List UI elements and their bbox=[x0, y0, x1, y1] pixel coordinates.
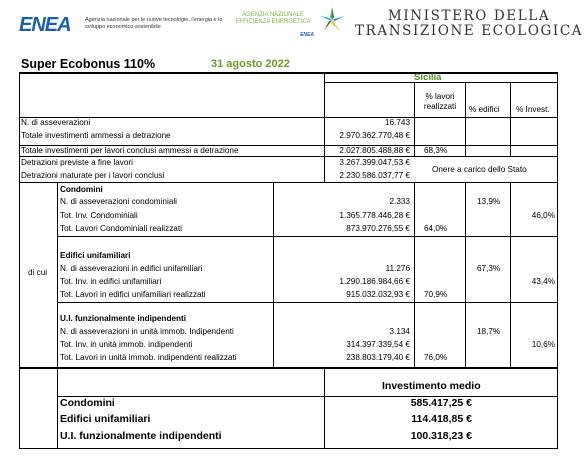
group-lavori-pct: 70,9% bbox=[424, 290, 448, 299]
investimento-value: 585.417,25 € bbox=[410, 397, 472, 409]
group-row-value: 915.032.032,93 € bbox=[346, 290, 410, 299]
group-title: U.I. funzionalmente indipendenti bbox=[60, 314, 186, 323]
group-lavori-pct: 76,0% bbox=[424, 353, 448, 362]
agency-logo bbox=[232, 12, 314, 38]
summary-label: N. di asseverazioni bbox=[21, 118, 91, 127]
investimento-label: U.I. funzionalmente indipendenti bbox=[60, 430, 222, 442]
investimento-value: 100.318,23 € bbox=[410, 430, 472, 442]
group-row-value: 3.134 bbox=[389, 327, 410, 336]
investimento-medio-header: Investimento medio bbox=[382, 380, 481, 392]
group-row-label: Tot. Lavori in edifici unifamiliari realizzati bbox=[60, 290, 206, 299]
group-row-label: N. di asseverazioni condominiali bbox=[60, 197, 177, 206]
group-row-label: Tot. Inv. in unità immob. indipendenti bbox=[60, 340, 193, 349]
summary-value: 2.970.362.770,48 € bbox=[339, 131, 410, 140]
ministry-line-1: MINISTERO DELLA bbox=[387, 8, 551, 24]
enea-logo: ENEA bbox=[19, 14, 71, 36]
group-row-value: 2.333 bbox=[389, 197, 410, 206]
col-lavori-header bbox=[416, 92, 464, 112]
col-lavori-line-1: % lavori bbox=[425, 92, 455, 101]
page-title: Super Ecobonus 110% bbox=[21, 57, 156, 71]
summary-label: Totale investimenti ammessi a detrazione bbox=[21, 131, 171, 140]
group-row-label: Tot. Inv. Condominiali bbox=[60, 211, 138, 220]
onere-label: Onere a carico dello Stato bbox=[432, 165, 527, 174]
summary-value: 2.027.805.488,88 € bbox=[339, 146, 410, 155]
investimento-label: Edifici unifamiliari bbox=[60, 413, 151, 425]
group-title: Edifici unifamiliari bbox=[60, 251, 131, 260]
summary-pct: 68,3% bbox=[424, 146, 448, 155]
summary-label: Totale investimenti per lavori conclusi ammessi a detrazione bbox=[21, 146, 239, 155]
summary-value: 16.743 bbox=[384, 118, 410, 127]
region-header: Sicilia bbox=[414, 72, 442, 83]
col-lavori-line-2: realizzati bbox=[423, 102, 457, 111]
di-cui-label: di cui bbox=[28, 268, 48, 277]
group-lavori-pct: 64,0% bbox=[424, 224, 448, 233]
ministry-line-2: TRANSIZIONE ECOLOGICA bbox=[355, 23, 584, 39]
group-edifici-pct: 67,3% bbox=[477, 264, 501, 273]
group-invest-pct: 10,6% bbox=[531, 340, 555, 349]
group-row-value: 1.365.778.446,28 € bbox=[339, 211, 410, 220]
investimento-label: Condomini bbox=[60, 397, 115, 409]
group-invest-pct: 43,4% bbox=[531, 277, 555, 286]
group-row-value: 1.290.186.984,66 € bbox=[339, 277, 410, 286]
group-row-label: Tot. Lavori in unità immob. indipendenti realizzati bbox=[60, 353, 237, 362]
report-date: 31 agosto 2022 bbox=[211, 58, 290, 70]
ministry-name bbox=[355, 9, 583, 39]
group-edifici-pct: 13,9% bbox=[477, 197, 501, 206]
group-edifici-pct: 18,7% bbox=[477, 327, 501, 336]
group-row-value: 11.276 bbox=[385, 264, 410, 273]
investimento-value: 114.418,85 € bbox=[411, 413, 472, 425]
group-invest-pct: 46,0% bbox=[531, 211, 555, 220]
ministry-star-icon bbox=[318, 6, 346, 34]
summary-label: Detrazioni maturate per i lavori conclusi bbox=[21, 171, 165, 180]
group-row-label: N. di asseverazioni in unità immob. Indipendenti bbox=[60, 327, 234, 336]
group-row-label: Tot. Lavori Condominiali realizzati bbox=[60, 224, 182, 233]
group-row-value: 314.397.339,54 € bbox=[346, 340, 410, 349]
summary-value: 3.267.399.047,53 € bbox=[339, 158, 410, 167]
summary-label: Detrazioni previste a fine lavori bbox=[21, 158, 133, 167]
summary-value: 2.230.586.037,77 € bbox=[339, 171, 410, 180]
col-invest-header: % Invest. bbox=[516, 105, 550, 114]
group-row-value: 238.803.179,40 € bbox=[346, 353, 410, 362]
group-row-label: N. di asseverazioni in edifici unifamiliari bbox=[60, 264, 203, 273]
group-row-label: Tot. Inv. in edifici unifamiliari bbox=[60, 277, 162, 286]
group-title: Condomini bbox=[60, 185, 103, 194]
enea-description: Agenzia nazionale per le nuove tecnologie, l'energia e lo sviluppo economico sostenibile bbox=[85, 17, 223, 30]
agency-enea-mark: ENEA bbox=[300, 32, 314, 38]
logo-header bbox=[0, 0, 584, 48]
group-row-value: 873.970.276,55 € bbox=[346, 224, 410, 233]
col-edifici-header: % edifici bbox=[469, 105, 500, 114]
agency-name: AGENZIA NAZIONALE EFFICIENZA ENERGETICA bbox=[235, 12, 311, 25]
